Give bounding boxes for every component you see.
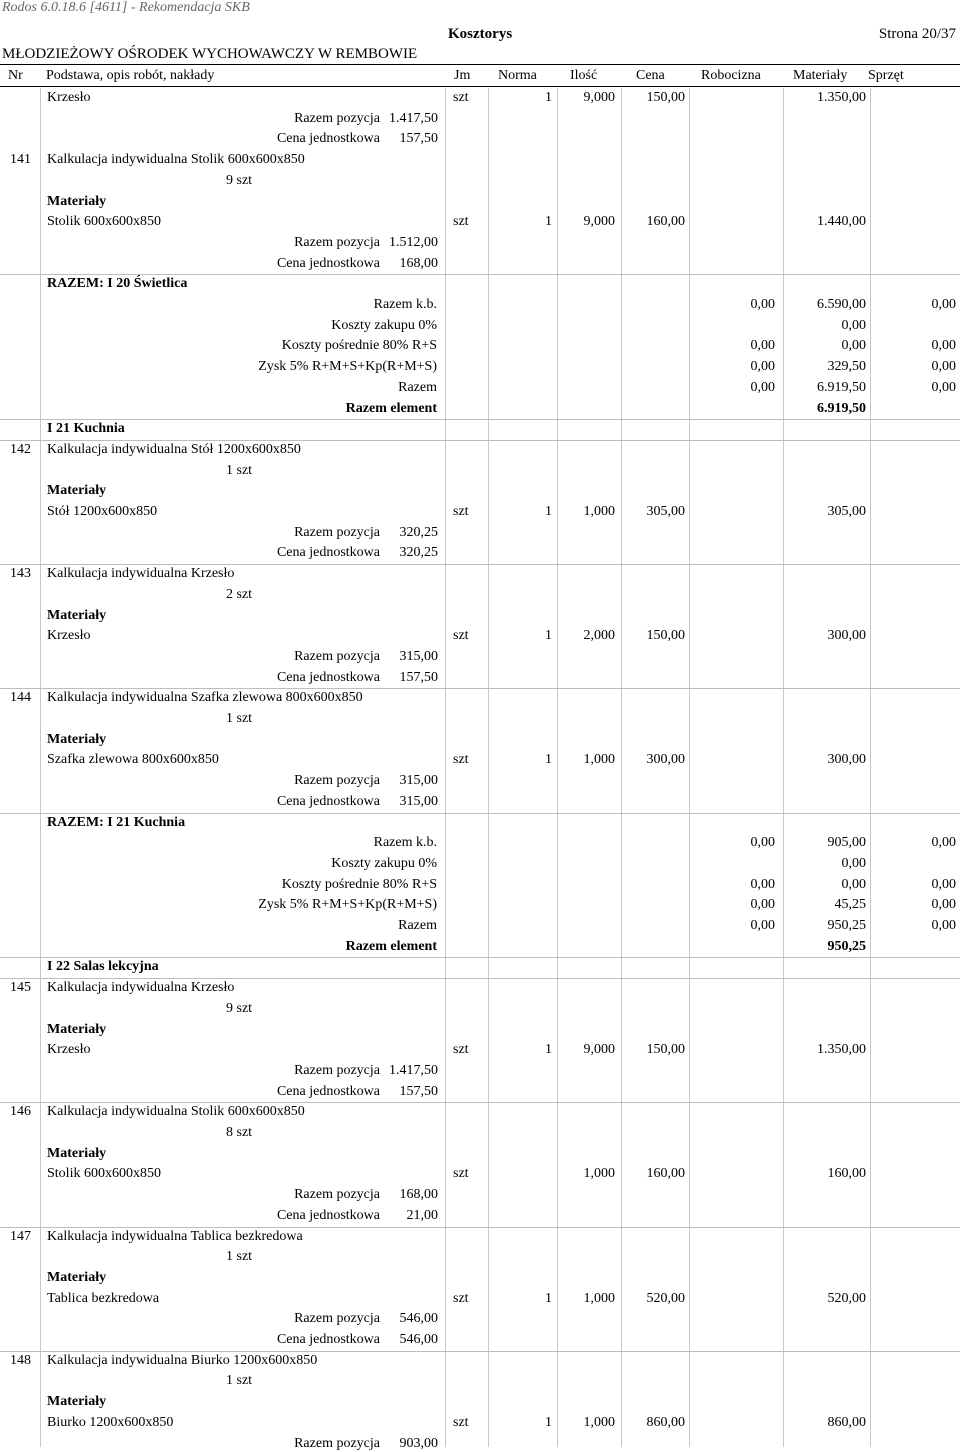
materials-cell: 6.919,50 <box>817 400 866 416</box>
col-header-robocizna: Robocizna <box>701 68 761 83</box>
position-number: 142 <box>10 441 31 457</box>
row-separator <box>0 1227 960 1228</box>
materials-cell: 1.350,00 <box>817 1042 866 1058</box>
price-cell: 160,00 <box>646 1166 685 1182</box>
subtotal-label: Cena jednostkowa <box>276 1332 380 1347</box>
equipment-cell: 0,00 <box>931 897 956 913</box>
price-cell: 520,00 <box>646 1290 685 1306</box>
subtotal-value: 546,00 <box>399 1311 438 1327</box>
position-number: 146 <box>10 1104 31 1120</box>
position-quantity: 2 szt <box>226 586 253 602</box>
materials-cell: 300,00 <box>827 752 866 768</box>
equipment-cell: 0,00 <box>931 359 956 375</box>
summary-label: Razem element <box>345 400 437 416</box>
subtotal-label: Razem pozycja <box>294 524 380 540</box>
materials-cell: 6.590,00 <box>817 297 866 312</box>
equipment-cell: 0,00 <box>931 379 956 395</box>
equipment-cell: 0,00 <box>931 338 956 354</box>
column-divider <box>557 88 558 1447</box>
subtotal-value: 157,50 <box>399 131 438 147</box>
row-description: Stolik 600x600x850 <box>47 214 161 230</box>
row-description: Kalkulacja indywidualna Biurko 1200x600x850 <box>47 1352 318 1368</box>
quantity-cell: 1,000 <box>583 1166 615 1182</box>
labor-cell: 0,00 <box>750 379 775 395</box>
materials-cell: 0,00 <box>841 876 866 892</box>
position-number: 145 <box>10 980 31 996</box>
quantity-cell: 1,000 <box>583 1290 615 1306</box>
materials-cell: 160,00 <box>827 1166 866 1182</box>
position-number: 147 <box>10 1228 31 1244</box>
column-divider <box>870 88 871 1447</box>
subtotal-label: Cena jednostkowa <box>276 1083 380 1099</box>
row-description: Kalkulacja indywidualna Szafka zlewowa 800x600x850 <box>47 690 363 706</box>
position-number: 148 <box>10 1352 31 1368</box>
norm-cell: 1 <box>545 628 552 644</box>
row-separator <box>0 564 960 565</box>
subtotal-label: Cena jednostkowa <box>276 545 380 561</box>
summary-label: Razem k.b. <box>373 297 437 312</box>
row-description: Kalkulacja indywidualna Krzesło <box>47 980 235 996</box>
position-quantity: 1 szt <box>226 711 253 726</box>
summary-label: Razem k.b. <box>373 835 437 851</box>
row-description: Materiały <box>47 1269 107 1285</box>
row-description: RAZEM: I 21 Kuchnia <box>47 814 186 830</box>
subtotal-value: 315,00 <box>399 648 438 664</box>
subtotal-value: 157,50 <box>399 669 438 685</box>
labor-cell: 0,00 <box>750 338 775 354</box>
organization-name: MŁODZIEŻOWY OŚRODEK WYCHOWAWCZY W REMBOWIE <box>2 46 418 62</box>
quantity-cell: 2,000 <box>583 628 615 644</box>
subtotal-label: Razem pozycja <box>294 1311 380 1327</box>
subtotal-value: 903,00 <box>399 1435 438 1451</box>
price-cell: 300,00 <box>646 752 685 768</box>
unit-cell: szt <box>453 1290 469 1306</box>
summary-label: Razem <box>398 379 437 395</box>
summary-label: Koszty pośrednie 80% R+S <box>281 876 437 892</box>
price-cell: 150,00 <box>646 628 685 644</box>
subtotal-label: Razem pozycja <box>294 1435 380 1451</box>
subtotal-label: Razem pozycja <box>294 648 380 664</box>
subtotal-value: 157,50 <box>399 1083 438 1099</box>
row-description: Kalkulacja indywidualna Tablica bezkredowa <box>47 1228 303 1244</box>
unit-cell: szt <box>453 504 469 519</box>
row-description: Krzesło <box>47 90 91 105</box>
norm-cell: 1 <box>545 1042 552 1058</box>
equipment-cell: 0,00 <box>931 876 956 892</box>
row-separator <box>0 688 960 689</box>
subtotal-value: 1.512,00 <box>389 234 438 250</box>
row-separator <box>0 1102 960 1103</box>
unit-cell: szt <box>453 90 469 105</box>
position-quantity: 1 szt <box>226 1249 253 1265</box>
norm-cell: 1 <box>545 504 552 519</box>
unit-cell: szt <box>453 628 469 644</box>
summary-label: Zysk 5% R+M+S+Kp(R+M+S) <box>258 897 437 913</box>
subtotal-value: 315,00 <box>399 773 438 789</box>
row-description: Biurko 1200x600x850 <box>47 1414 174 1430</box>
materials-cell: 0,00 <box>841 855 866 871</box>
col-header-jm: Jm <box>454 68 471 83</box>
row-description: I 22 Salas lekcyjna <box>47 959 159 975</box>
subtotal-value: 168,00 <box>399 1187 438 1203</box>
row-separator <box>0 957 960 958</box>
row-description: I 21 Kuchnia <box>47 421 125 437</box>
app-title: Rodos 6.0.18.6 [4611] - Rekomendacja SKB <box>2 0 250 15</box>
labor-cell: 0,00 <box>750 835 775 851</box>
row-description: Materiały <box>47 193 107 209</box>
price-cell: 305,00 <box>646 504 685 519</box>
subtotal-value: 320,25 <box>399 545 438 561</box>
row-description: Kalkulacja indywidualna Stolik 600x600x850 <box>47 152 305 168</box>
subtotal-label: Cena jednostkowa <box>276 255 380 271</box>
labor-cell: 0,00 <box>750 897 775 913</box>
equipment-cell: 0,00 <box>931 297 956 312</box>
row-separator <box>0 813 960 814</box>
row-description: Stolik 600x600x850 <box>47 1166 161 1182</box>
column-divider <box>689 88 690 1447</box>
subtotal-label: Cena jednostkowa <box>276 1207 380 1223</box>
subtotal-label: Razem pozycja <box>294 234 380 250</box>
materials-cell: 329,50 <box>827 359 866 375</box>
summary-label: Koszty zakupu 0% <box>331 317 437 333</box>
unit-cell: szt <box>453 214 469 230</box>
subtotal-value: 1.417,50 <box>389 1062 438 1078</box>
row-description: Kalkulacja indywidualna Stół 1200x600x850 <box>47 441 301 457</box>
labor-cell: 0,00 <box>750 876 775 892</box>
column-divider <box>621 88 622 1447</box>
row-separator <box>0 419 960 420</box>
col-header-cena: Cena <box>636 68 665 83</box>
materials-cell: 950,25 <box>827 918 866 933</box>
subtotal-label: Razem pozycja <box>294 110 380 126</box>
labor-cell: 0,00 <box>750 918 775 933</box>
row-description: Krzesło <box>47 628 91 644</box>
summary-label: Koszty zakupu 0% <box>331 855 437 871</box>
summary-label: Zysk 5% R+M+S+Kp(R+M+S) <box>258 359 437 375</box>
row-separator <box>0 978 960 979</box>
column-divider <box>40 88 41 1447</box>
quantity-cell: 9,000 <box>583 90 615 105</box>
materials-cell: 905,00 <box>827 835 866 851</box>
summary-label: Razem element <box>345 938 437 954</box>
labor-cell: 0,00 <box>750 297 775 312</box>
row-description: Materiały <box>47 1394 107 1410</box>
col-header-materialy: Materiały <box>793 68 848 83</box>
column-divider <box>445 88 446 1447</box>
subtotal-label: Razem pozycja <box>294 773 380 789</box>
price-cell: 860,00 <box>646 1414 685 1430</box>
norm-cell: 1 <box>545 90 552 105</box>
col-header-desc: Podstawa, opis robót, nakłady <box>46 68 215 83</box>
quantity-cell: 1,000 <box>583 1414 615 1430</box>
subtotal-label: Razem pozycja <box>294 1062 380 1078</box>
subtotal-label: Cena jednostkowa <box>276 793 380 809</box>
position-number: 143 <box>10 566 31 582</box>
position-number: 144 <box>10 690 31 706</box>
equipment-cell: 0,00 <box>931 918 956 933</box>
subtotal-value: 315,00 <box>399 793 438 809</box>
materials-cell: 6.919,50 <box>817 379 866 395</box>
subtotal-value: 21,00 <box>406 1207 438 1223</box>
document-title: Kosztorys <box>448 26 513 42</box>
row-separator <box>0 440 960 441</box>
materials-cell: 950,25 <box>827 938 866 954</box>
column-divider <box>488 88 489 1447</box>
row-separator <box>0 1351 960 1352</box>
row-description: Tablica bezkredowa <box>47 1290 160 1306</box>
subtotal-value: 168,00 <box>399 255 438 271</box>
header-top-rule <box>0 64 960 65</box>
labor-cell: 0,00 <box>750 359 775 375</box>
subtotal-label: Razem pozycja <box>294 1187 380 1203</box>
subtotal-value: 320,25 <box>399 524 438 540</box>
unit-cell: szt <box>453 1166 469 1182</box>
row-description: Kalkulacja indywidualna Krzesło <box>47 566 235 582</box>
position-quantity: 8 szt <box>226 1125 253 1140</box>
row-description: Materiały <box>47 731 107 747</box>
row-description: Materiały <box>47 1021 107 1037</box>
unit-cell: szt <box>453 1414 469 1430</box>
column-divider <box>783 88 784 1447</box>
materials-cell: 860,00 <box>827 1414 866 1430</box>
subtotal-label: Cena jednostkowa <box>276 669 380 685</box>
row-description: Kalkulacja indywidualna Stolik 600x600x850 <box>47 1104 305 1120</box>
materials-cell: 45,25 <box>834 897 866 913</box>
price-cell: 160,00 <box>646 214 685 230</box>
equipment-cell: 0,00 <box>931 835 956 851</box>
row-description: RAZEM: I 20 Świetlica <box>47 276 188 292</box>
unit-cell: szt <box>453 1042 469 1058</box>
norm-cell: 1 <box>545 214 552 230</box>
price-cell: 150,00 <box>646 1042 685 1058</box>
quantity-cell: 9,000 <box>583 1042 615 1058</box>
position-quantity: 1 szt <box>226 1373 253 1389</box>
norm-cell: 1 <box>545 752 552 768</box>
quantity-cell: 9,000 <box>583 214 615 230</box>
position-number: 141 <box>10 152 31 168</box>
header-bottom-rule <box>0 86 960 87</box>
position-quantity: 1 szt <box>226 462 253 478</box>
row-description: Materiały <box>47 1145 107 1161</box>
subtotal-value: 546,00 <box>399 1332 438 1347</box>
materials-cell: 300,00 <box>827 628 866 644</box>
position-quantity: 9 szt <box>226 1000 253 1016</box>
col-header-sprzet: Sprzęt <box>868 68 904 83</box>
unit-cell: szt <box>453 752 469 768</box>
row-description: Materiały <box>47 483 107 499</box>
summary-label: Razem <box>398 918 437 933</box>
subtotal-value: 1.417,50 <box>389 110 438 126</box>
row-description: Stół 1200x600x850 <box>47 504 158 519</box>
row-description: Materiały <box>47 607 107 623</box>
materials-cell: 305,00 <box>827 504 866 519</box>
row-description: Szafka zlewowa 800x600x850 <box>47 752 219 768</box>
materials-cell: 1.440,00 <box>817 214 866 230</box>
quantity-cell: 1,000 <box>583 504 615 519</box>
norm-cell: 1 <box>545 1290 552 1306</box>
summary-label: Koszty pośrednie 80% R+S <box>281 338 437 354</box>
price-cell: 150,00 <box>646 90 685 105</box>
subtotal-label: Cena jednostkowa <box>276 131 380 147</box>
position-quantity: 9 szt <box>226 172 253 188</box>
row-description: Krzesło <box>47 1042 91 1058</box>
page-number: Strona 20/37 <box>878 26 956 42</box>
col-header-norma: Norma <box>498 68 537 83</box>
norm-cell: 1 <box>545 1414 552 1430</box>
col-header-ilosc: Ilość <box>570 68 598 83</box>
materials-cell: 520,00 <box>827 1290 866 1306</box>
materials-cell: 0,00 <box>841 338 866 354</box>
materials-cell: 1.350,00 <box>817 90 866 105</box>
col-header-nr: Nr <box>8 68 23 83</box>
materials-cell: 0,00 <box>841 317 866 333</box>
quantity-cell: 1,000 <box>583 752 615 768</box>
